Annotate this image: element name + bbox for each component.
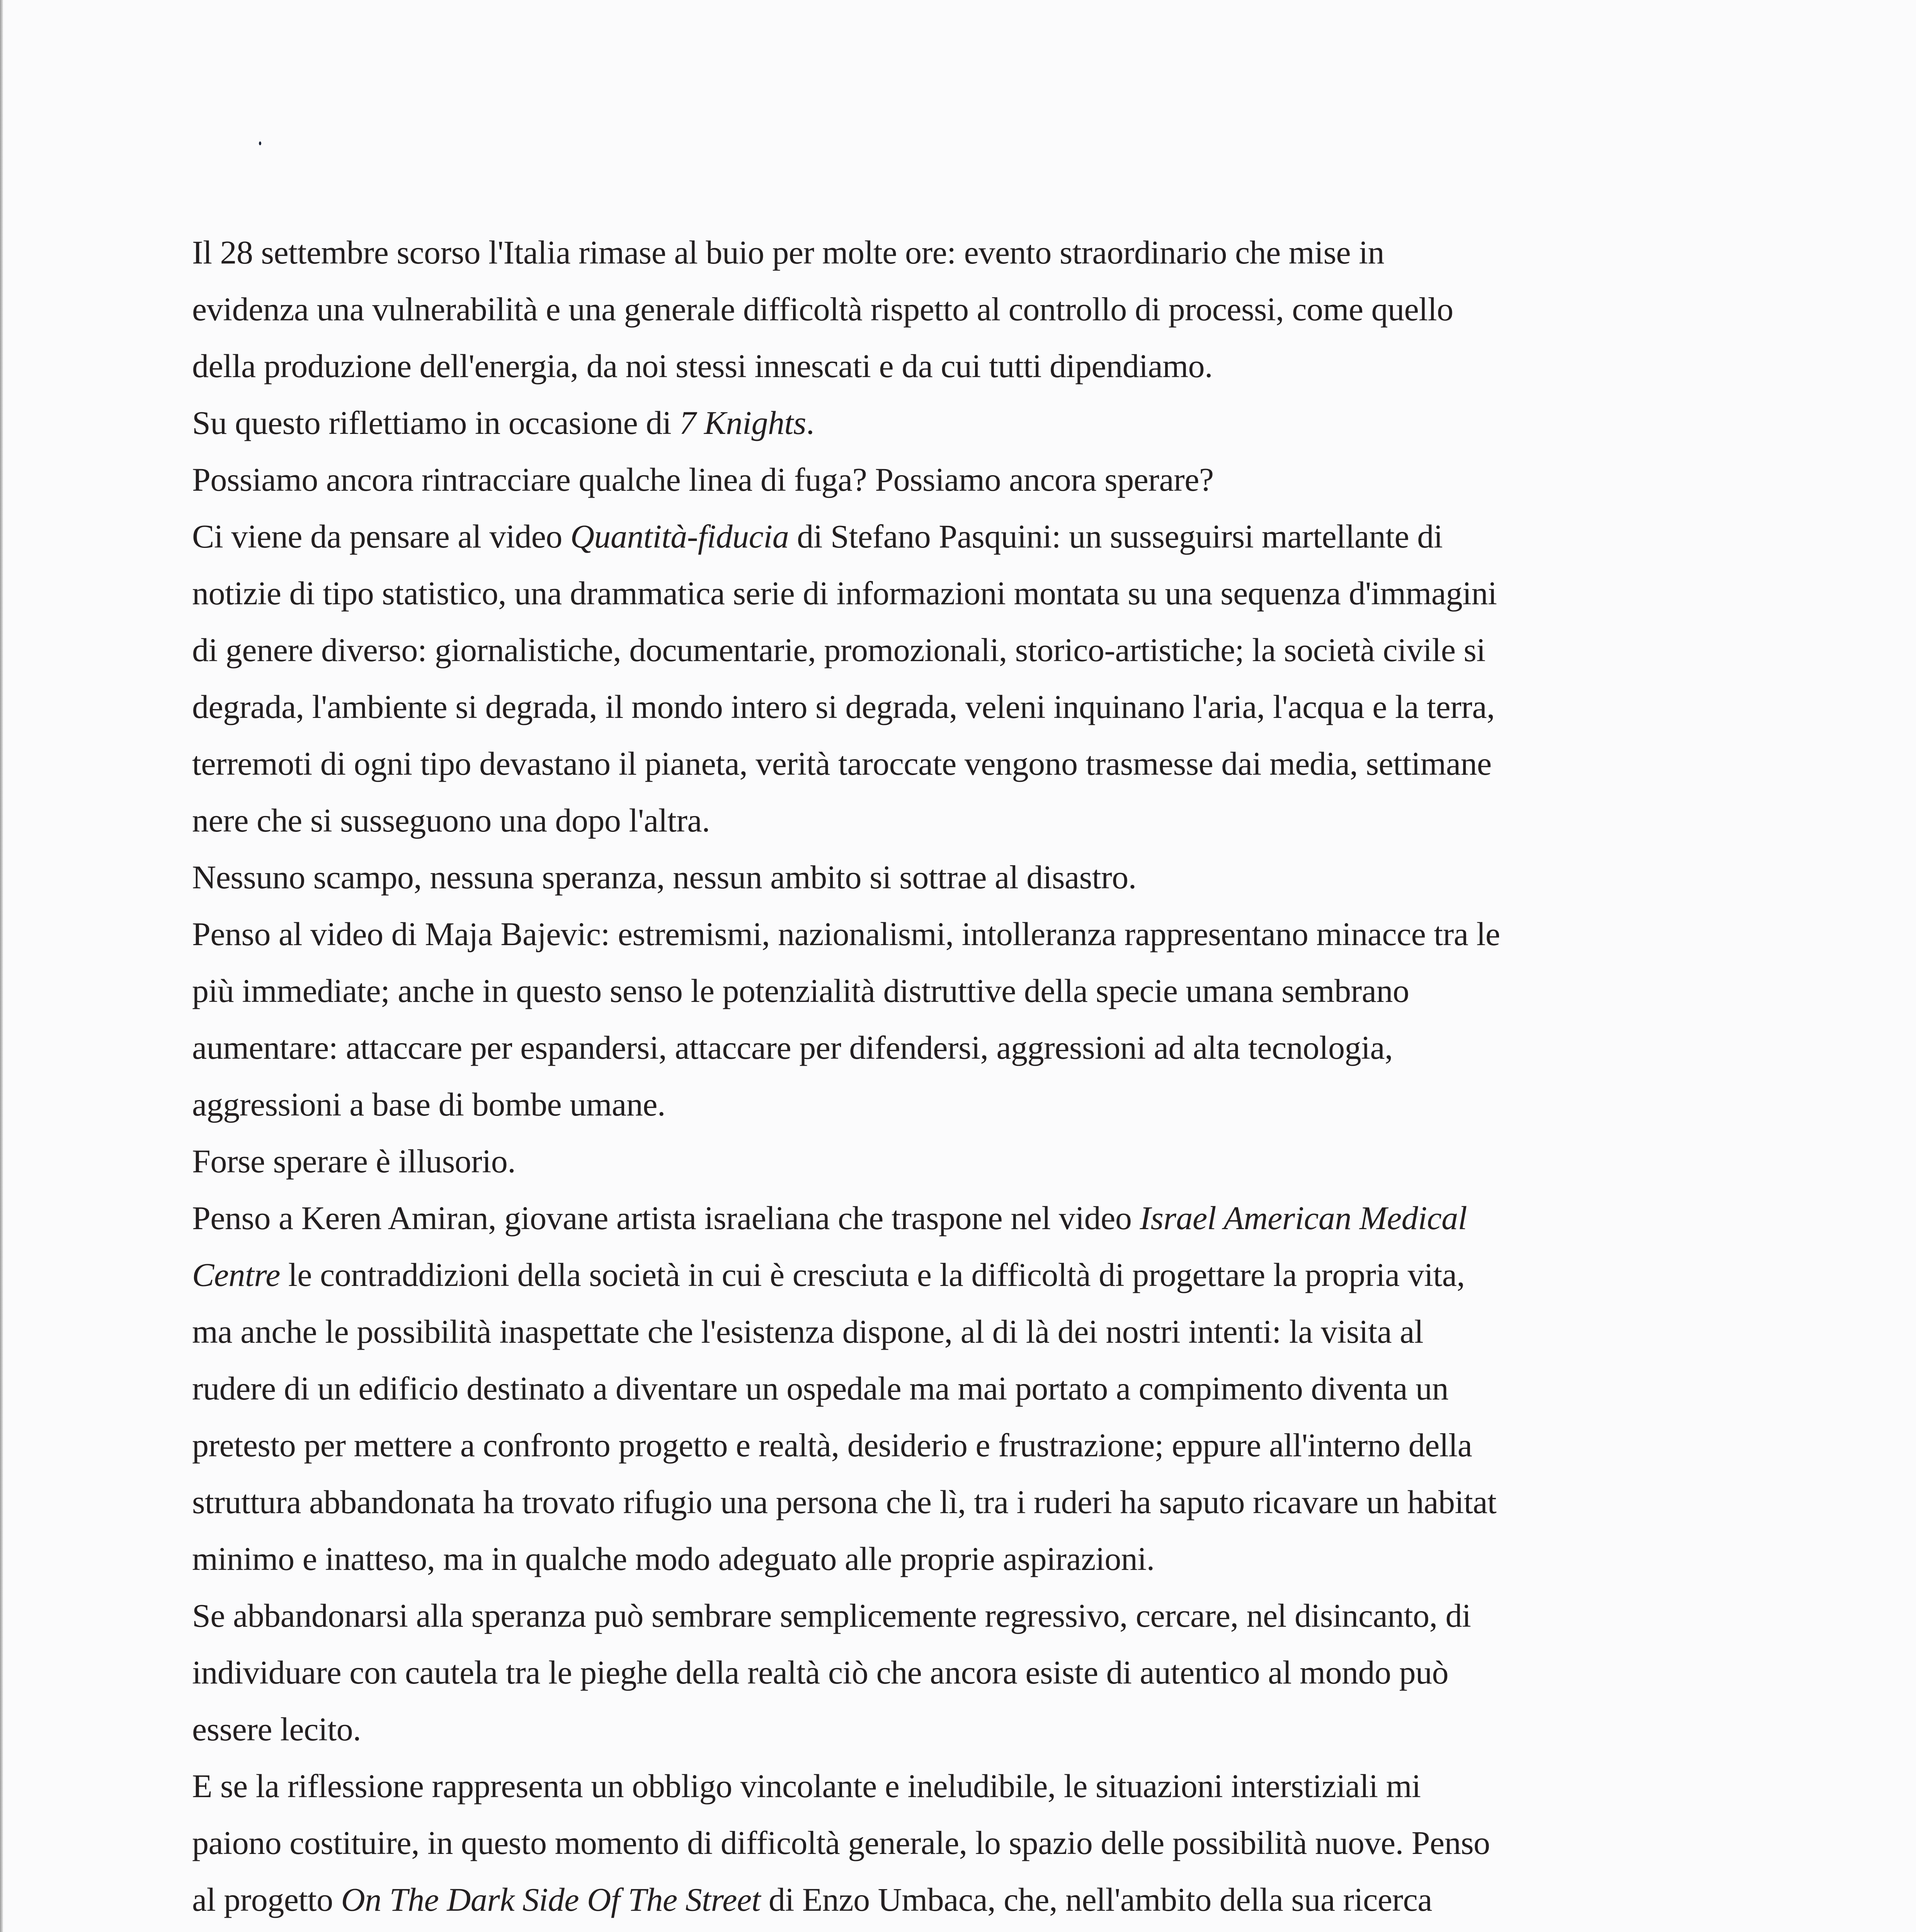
text-line: struttura abbandonata ha trovato rifugio una persona che lì, tra i ruderi ha saputo ricavare un habitat (192, 1483, 1497, 1520)
text-line: pretesto per mettere a confronto progetto e realtà, desiderio e frustrazione; eppure all'interno della (192, 1427, 1472, 1464)
text-line: aumentare: attaccare per espandersi, attaccare per difendersi, aggressioni ad alta tecnologia, (192, 1029, 1393, 1066)
text-line: terremoti di ogni tipo devastano il pianeta, verità taroccate vengono trasmesse dai media, settimane (192, 745, 1492, 782)
text-line: Se abbandonarsi alla speranza può sembrare semplicemente regressivo, cercare, nel disincanto, di (192, 1597, 1471, 1634)
text-line: paiono costituire, in questo momento di difficoltà generale, lo spazio delle possibilità nuove. Penso (192, 1824, 1490, 1861)
italic-title: Quantità-fiducia (570, 518, 789, 555)
text-line: Il 28 settembre scorso l'Italia rimase al buio per molte ore: evento straordinario che mise in (192, 234, 1384, 271)
text-line: nere che si susseguono una dopo l'altra. (192, 802, 710, 839)
text-line: aggressioni a base di bombe umane. (192, 1086, 665, 1123)
text-line: Penso al video di Maja Bajevic: estremismi, nazionalismi, intolleranza rappresentano minacce tra le (192, 915, 1500, 952)
text-line: più immediate; anche in questo senso le potenzialità distruttive della specie umana sembrano (192, 972, 1409, 1009)
text-line: essere lecito. (192, 1711, 361, 1748)
text-line: Centre le contraddizioni della società in cui è cresciuta e la difficoltà di progettare la propria vita, (192, 1256, 1465, 1293)
italic-title: Israel American Medical (1140, 1199, 1467, 1236)
text-line (192, 1928, 1757, 1932)
text-line: Penso a Keren Amiran, giovane artista israeliana che traspone nel video Israel American Medical (192, 1199, 1467, 1236)
text-line: della produzione dell'energia, da noi stessi innescati e da cui tutti dipendiamo. (192, 347, 1213, 384)
text-line: individuare con cautela tra le pieghe della realtà ciò che ancora esiste di autentico al mondo può (192, 1654, 1449, 1691)
text-line: Nessuno scampo, nessuna speranza, nessun ambito si sottrae al disastro. (192, 859, 1137, 896)
italic-title: 7 Knights (679, 404, 806, 441)
text-line: di genere diverso: giornalistiche, documentarie, promozionali, storico-artistiche; la società civile si (192, 631, 1485, 668)
text-line: notizie di tipo statistico, una drammatica serie di informazioni montata su una sequenza d'immagini (192, 575, 1497, 612)
italic-title: On The Dark Side Of The Street (341, 1881, 761, 1918)
text-line: evidenza una vulnerabilità e una generale difficoltà rispetto al controllo di processi, come quello (192, 291, 1453, 328)
italic-title: Centre (192, 1256, 280, 1293)
text-line: degrada, l'ambiente si degrada, il mondo intero si degrada, veleni inquinano l'aria, l'acqua e la terra, (192, 688, 1495, 725)
text-line: Ci viene da pensare al video Quantità-fiducia di Stefano Pasquini: un susseguirsi martellante di (192, 518, 1443, 555)
text-line: E se la riflessione rappresenta un obbligo vincolante e ineludibile, le situazioni interstiziali mi (192, 1767, 1421, 1804)
document-body (192, 224, 1757, 1932)
scan-page-edge (0, 0, 3, 1932)
text-line: rudere di un edificio destinato a diventare un ospedale ma mai portato a compimento diventa un (192, 1370, 1448, 1407)
text-line: Forse sperare è illusorio. (192, 1143, 516, 1180)
text-line: Su questo riflettiamo in occasione di 7 Knights. (192, 404, 814, 441)
text-line: minimo e inatteso, ma in qualche modo adeguato alle proprie aspirazioni. (192, 1540, 1155, 1577)
scan-speck (259, 141, 261, 145)
essay-text (192, 224, 1757, 1932)
text-line: Possiamo ancora rintracciare qualche linea di fuga? Possiamo ancora sperare? (192, 461, 1214, 498)
text-line: ma anche le possibilità inaspettate che l'esistenza dispone, al di là dei nostri intenti: la visita al (192, 1313, 1424, 1350)
text-line: al progetto On The Dark Side Of The Street di Enzo Umbaca, che, nell'ambito della sua ricerca (192, 1881, 1432, 1918)
